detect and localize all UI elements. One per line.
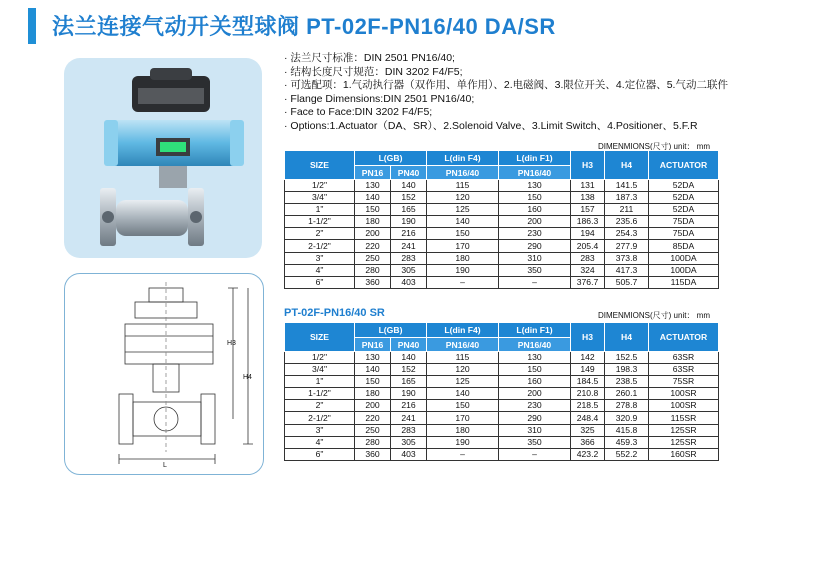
table-cell: 505.7	[605, 276, 649, 288]
header-pn40: PN40	[391, 166, 427, 180]
table-cell: 190	[427, 436, 499, 448]
table-cell: 194	[571, 228, 605, 240]
table-row	[285, 252, 719, 264]
table-cell: 235.6	[605, 216, 649, 228]
table-cell: –	[427, 276, 499, 288]
table-cell: 373.8	[605, 252, 649, 264]
table-cell: 130	[355, 180, 391, 192]
table-cell: 52DA	[649, 180, 719, 192]
table-cell: 4"	[285, 264, 355, 276]
table-cell: 63SR	[649, 364, 719, 376]
table-cell: 310	[499, 252, 571, 264]
table-cell: 376.7	[571, 276, 605, 288]
header-lgb: L(GB)	[355, 323, 427, 338]
table-cell: 100SR	[649, 388, 719, 400]
table-row	[285, 192, 719, 204]
da-dimensions-table	[284, 150, 719, 289]
header-ldin-f1: L(din F1)	[499, 323, 571, 338]
table-cell: 310	[499, 424, 571, 436]
header-h4: H4	[605, 151, 649, 180]
table-cell: 180	[427, 424, 499, 436]
table-cell: 130	[499, 352, 571, 364]
table-cell: 200	[355, 400, 391, 412]
da-table-body	[285, 180, 719, 289]
table-cell: 170	[427, 412, 499, 424]
table-cell: 2-1/2"	[285, 412, 355, 424]
table-cell: 254.3	[605, 228, 649, 240]
table-cell: 218.5	[571, 400, 605, 412]
spec-line: · 结构长度尺寸规范：DIN 3202 F4/F5;	[284, 65, 463, 78]
header-ldin-f4: L(din F4)	[427, 323, 499, 338]
header-h3: H3	[571, 323, 605, 352]
table-cell: 290	[499, 412, 571, 424]
valve-dimension-drawing	[65, 274, 263, 474]
table-cell: 150	[355, 376, 391, 388]
table-row	[285, 412, 719, 424]
table-cell: 190	[391, 216, 427, 228]
header-h4: H4	[605, 323, 649, 352]
table-cell: 100DA	[649, 264, 719, 276]
table-cell: –	[427, 448, 499, 460]
dimensions-note-da: DIMENMIONS(尺寸) unit： mm	[598, 142, 710, 151]
table-cell: 210.8	[571, 388, 605, 400]
table-cell: 1/2"	[285, 180, 355, 192]
table-cell: 320.9	[605, 412, 649, 424]
table-cell: 277.9	[605, 240, 649, 252]
header-pn1640: PN16/40	[427, 338, 499, 352]
table-cell: 241	[391, 240, 427, 252]
table-cell: 423.2	[571, 448, 605, 460]
header-pn1640: PN16/40	[499, 338, 571, 352]
table-cell: 3/4"	[285, 192, 355, 204]
table-cell: 115	[427, 180, 499, 192]
table-cell: 241	[391, 412, 427, 424]
table-cell: 140	[355, 192, 391, 204]
table-cell: 149	[571, 364, 605, 376]
table-cell: 140	[391, 352, 427, 364]
table-cell: 160SR	[649, 448, 719, 460]
header-ldin-f4: L(din F4)	[427, 151, 499, 166]
table-row	[285, 228, 719, 240]
spec-line: · 可选配项：1.气动执行器（双作用、单作用）、2.电磁阀、3.限位开关、4.定位器、5.气动二联件	[284, 79, 728, 92]
table-cell: 200	[499, 216, 571, 228]
table-cell: 230	[499, 400, 571, 412]
header-lgb: L(GB)	[355, 151, 427, 166]
table-cell: 140	[427, 388, 499, 400]
table-cell: 6"	[285, 276, 355, 288]
sr-table-title: PT-02F-PN16/40 SR	[284, 307, 385, 319]
header-pn1640: PN16/40	[499, 166, 571, 180]
table-cell: 360	[355, 276, 391, 288]
table-row	[285, 400, 719, 412]
table-cell: 366	[571, 436, 605, 448]
table-row	[285, 448, 719, 460]
table-cell: 2"	[285, 228, 355, 240]
table-cell: 186.3	[571, 216, 605, 228]
header-pn40: PN40	[391, 338, 427, 352]
table-cell: 165	[391, 204, 427, 216]
table-cell: 552.2	[605, 448, 649, 460]
table-cell: 415.8	[605, 424, 649, 436]
table-cell: 403	[391, 448, 427, 460]
table-cell: 75SR	[649, 376, 719, 388]
sr-table-body	[285, 352, 719, 461]
table-cell: 283	[391, 424, 427, 436]
table-cell: 130	[499, 180, 571, 192]
table-cell: 280	[355, 264, 391, 276]
table-cell: 360	[355, 448, 391, 460]
table-cell: –	[499, 448, 571, 460]
table-cell: 130	[355, 352, 391, 364]
technical-drawing	[64, 273, 264, 475]
sr-dimensions-table	[284, 322, 719, 461]
table-cell: 205.4	[571, 240, 605, 252]
table-cell: 200	[499, 388, 571, 400]
table-cell: 283	[571, 252, 605, 264]
table-cell: 278.8	[605, 400, 649, 412]
table-cell: 1/2"	[285, 352, 355, 364]
table-cell: 157	[571, 204, 605, 216]
table-cell: 305	[391, 264, 427, 276]
table-cell: 150	[427, 400, 499, 412]
table-cell: 131	[571, 180, 605, 192]
table-cell: 324	[571, 264, 605, 276]
table-cell: 280	[355, 436, 391, 448]
header-pn16: PN16	[355, 338, 391, 352]
page-title: 法兰连接气动开关型球阀 PT-02F-PN16/40 DA/SR	[52, 14, 556, 39]
table-cell: 115	[427, 352, 499, 364]
table-cell: 140	[355, 364, 391, 376]
valve-photo-illustration	[64, 58, 262, 258]
table-cell: 150	[499, 192, 571, 204]
table-cell: 3"	[285, 424, 355, 436]
table-cell: 2"	[285, 400, 355, 412]
table-cell: 125SR	[649, 436, 719, 448]
table-cell: 216	[391, 400, 427, 412]
header-h3: H3	[571, 151, 605, 180]
table-cell: 325	[571, 424, 605, 436]
table-cell: 417.3	[605, 264, 649, 276]
table-cell: 403	[391, 276, 427, 288]
table-row	[285, 424, 719, 436]
table-cell: 115DA	[649, 276, 719, 288]
table-cell: 200	[355, 228, 391, 240]
table-cell: 152	[391, 192, 427, 204]
h4-label: H4	[243, 374, 252, 381]
table-cell: 180	[355, 216, 391, 228]
table-cell: 150	[427, 228, 499, 240]
table-cell: 260.1	[605, 388, 649, 400]
table-cell: 4"	[285, 436, 355, 448]
table-cell: 142	[571, 352, 605, 364]
table-cell: 6"	[285, 448, 355, 460]
table-cell: 211	[605, 204, 649, 216]
table-row	[285, 376, 719, 388]
title-accent-bar	[28, 8, 36, 44]
table-cell: 125SR	[649, 424, 719, 436]
table-cell: 75DA	[649, 228, 719, 240]
table-cell: 1"	[285, 204, 355, 216]
table-cell: 165	[391, 376, 427, 388]
table-row	[285, 364, 719, 376]
table-cell: 220	[355, 240, 391, 252]
header-pn1640: PN16/40	[427, 166, 499, 180]
table-cell: 52DA	[649, 192, 719, 204]
table-cell: 180	[427, 252, 499, 264]
table-cell: 180	[355, 388, 391, 400]
table-cell: 3"	[285, 252, 355, 264]
table-cell: 125	[427, 204, 499, 216]
table-cell: 198.3	[605, 364, 649, 376]
table-cell: 459.3	[605, 436, 649, 448]
table-row	[285, 388, 719, 400]
spec-line: · Face to Face:DIN 3202 F4/F5;	[284, 106, 433, 119]
table-row	[285, 352, 719, 364]
h3-label: H3	[227, 340, 236, 347]
table-cell: 150	[499, 364, 571, 376]
table-cell: 1-1/2"	[285, 388, 355, 400]
table-cell: 190	[391, 388, 427, 400]
header-actuator: ACTUATOR	[649, 323, 719, 352]
table-cell: 170	[427, 240, 499, 252]
table-cell: 75DA	[649, 216, 719, 228]
table-cell: 120	[427, 364, 499, 376]
table-cell: 140	[427, 216, 499, 228]
table-row	[285, 436, 719, 448]
table-cell: 1"	[285, 376, 355, 388]
table-cell: 2-1/2"	[285, 240, 355, 252]
table-cell: 100DA	[649, 252, 719, 264]
table-cell: 138	[571, 192, 605, 204]
table-cell: 190	[427, 264, 499, 276]
table-cell: 1-1/2"	[285, 216, 355, 228]
header-size: SIZE	[285, 151, 355, 180]
table-cell: 250	[355, 252, 391, 264]
table-row	[285, 204, 719, 216]
table-cell: 3/4"	[285, 364, 355, 376]
header-pn16: PN16	[355, 166, 391, 180]
table-cell: 100SR	[649, 400, 719, 412]
table-row	[285, 216, 719, 228]
header-size: SIZE	[285, 323, 355, 352]
table-cell: 141.5	[605, 180, 649, 192]
table-cell: 238.5	[605, 376, 649, 388]
table-row	[285, 264, 719, 276]
table-cell: 52DA	[649, 204, 719, 216]
table-cell: 230	[499, 228, 571, 240]
table-cell: 160	[499, 376, 571, 388]
table-cell: 216	[391, 228, 427, 240]
table-cell: 125	[427, 376, 499, 388]
spec-line: · Flange Dimensions:DIN 2501 PN16/40;	[284, 92, 475, 105]
l-label: L	[163, 462, 167, 469]
table-cell: 187.3	[605, 192, 649, 204]
table-cell: 150	[355, 204, 391, 216]
table-cell: 248.4	[571, 412, 605, 424]
table-cell: 152.5	[605, 352, 649, 364]
spec-list	[284, 52, 728, 134]
table-row	[285, 276, 719, 288]
product-photo	[64, 58, 262, 258]
table-cell: 85DA	[649, 240, 719, 252]
table-cell: 184.5	[571, 376, 605, 388]
dimensions-note-sr: DIMENMIONS(尺寸) unit： mm	[598, 311, 710, 320]
table-cell: 283	[391, 252, 427, 264]
table-cell: 350	[499, 436, 571, 448]
spec-line: · Options:1.Actuator（DA、SR）、2.Solenoid Valve、3.Limit Switch、4.Positioner、5.F.R	[284, 119, 698, 132]
spec-line: · 法兰尺寸标准：DIN 2501 PN16/40;	[284, 52, 455, 64]
table-cell: 63SR	[649, 352, 719, 364]
table-cell: 220	[355, 412, 391, 424]
table-cell: 160	[499, 204, 571, 216]
header-ldin-f1: L(din F1)	[499, 151, 571, 166]
table-cell: 350	[499, 264, 571, 276]
table-cell: 305	[391, 436, 427, 448]
table-row	[285, 240, 719, 252]
table-cell: –	[499, 276, 571, 288]
table-cell: 140	[391, 180, 427, 192]
header-actuator: ACTUATOR	[649, 151, 719, 180]
table-cell: 290	[499, 240, 571, 252]
table-cell: 115SR	[649, 412, 719, 424]
table-cell: 152	[391, 364, 427, 376]
table-cell: 120	[427, 192, 499, 204]
table-row	[285, 180, 719, 192]
table-cell: 250	[355, 424, 391, 436]
